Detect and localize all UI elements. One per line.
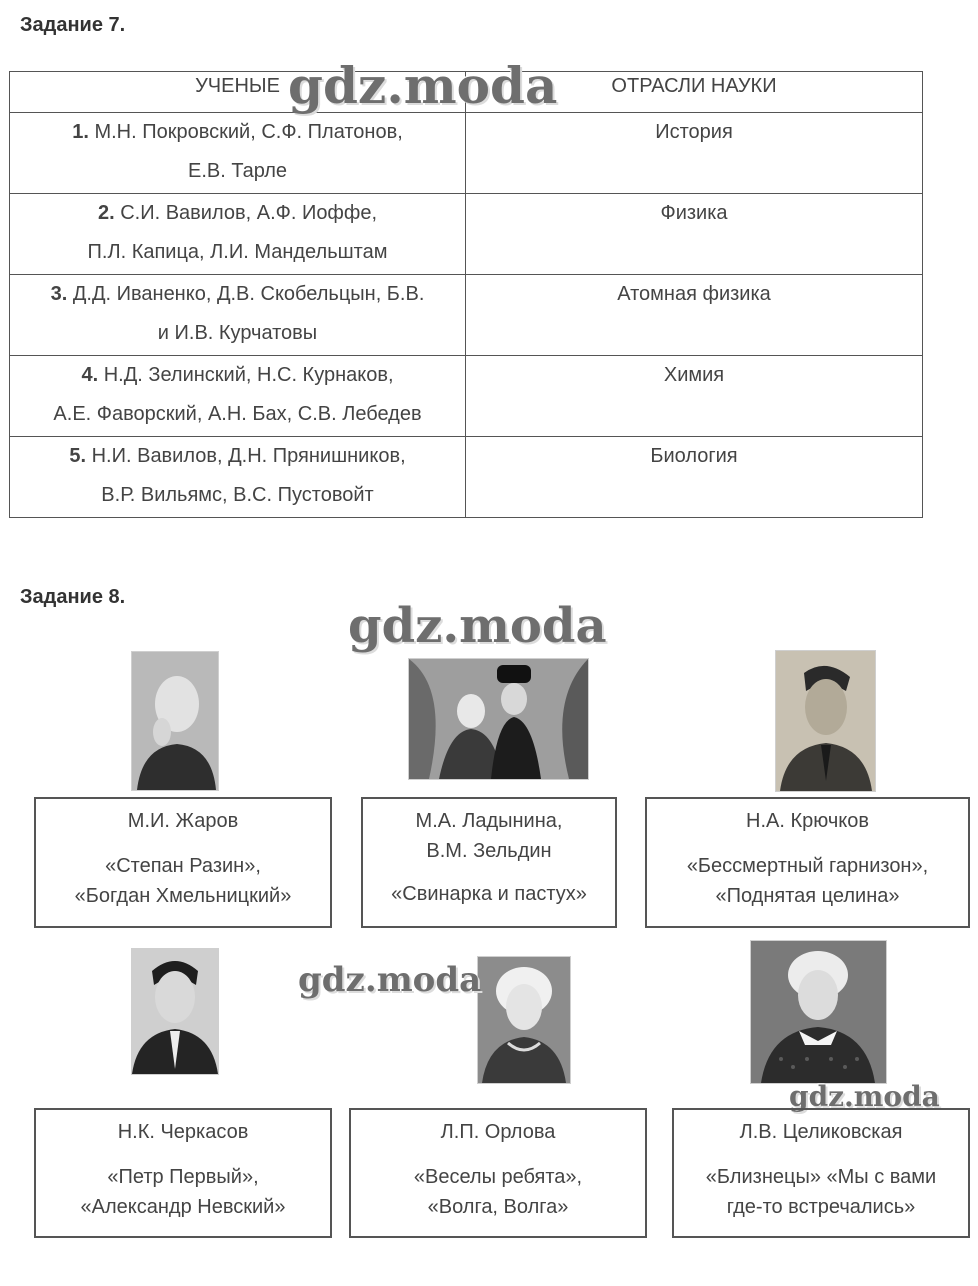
watermark: gdz.moda <box>288 56 558 115</box>
table-row <box>10 275 923 356</box>
film-list <box>36 1162 330 1222</box>
field-cell: Биология <box>466 437 923 518</box>
film-line: «Веселы ребята», <box>413 1166 583 1188</box>
film-line: где-то встречались» <box>726 1196 916 1218</box>
header-fields: ОТРАСЛИ НАУКИ <box>466 72 923 113</box>
film-line: «Близнецы» «Мы с вами <box>705 1166 937 1188</box>
film-list <box>351 1162 645 1222</box>
table-row <box>10 437 923 518</box>
portrait-photo-cherkasov <box>131 948 219 1075</box>
header-scientists: УЧЕНЫЕ <box>10 72 466 113</box>
table-row <box>10 356 923 437</box>
actor-card-tselikovskaya <box>672 1108 970 1238</box>
film-list <box>647 851 968 911</box>
portrait-icon <box>478 957 570 1083</box>
scientists-line: С.И. Вавилов, А.Ф. Иоффе, <box>120 202 378 224</box>
field-cell: Химия <box>466 356 923 437</box>
scientists-cell <box>10 194 466 275</box>
scientists-table <box>9 71 923 518</box>
field-cell: Физика <box>466 194 923 275</box>
actor-name <box>674 1118 968 1146</box>
scientists-line: П.Л. Капица, Л.И. Мандельштам <box>87 241 388 263</box>
name-line: Л.В. Целиковская <box>739 1121 903 1143</box>
actor-name <box>36 1118 330 1146</box>
scientists-line: и И.В. Курчатовы <box>157 322 318 344</box>
actor-card-zharov <box>34 797 332 928</box>
actor-name <box>363 807 615 865</box>
field-cell: История <box>466 113 923 194</box>
film-list <box>674 1162 968 1222</box>
scientists-line: В.Р. Вильямс, В.С. Пустовойт <box>101 484 374 506</box>
film-line: «Степан Разин», <box>105 855 261 877</box>
film-line: «Александр Невский» <box>80 1196 286 1218</box>
scientists-cell <box>10 356 466 437</box>
name-line: Н.К. Черкасов <box>117 1121 249 1143</box>
scientists-line: Н.Д. Зелинский, Н.С. Курнаков, <box>103 364 394 386</box>
name-line: М.А. Ладынина, <box>415 810 563 832</box>
table-row <box>10 194 923 275</box>
film-line: «Богдан Хмельницкий» <box>74 885 292 907</box>
film-line: «Свинарка и пастух» <box>391 883 587 905</box>
actor-name <box>36 807 330 835</box>
watermark: gdz.moda <box>789 1080 940 1113</box>
scientists-line: Е.В. Тарле <box>187 160 288 182</box>
portrait-icon <box>132 949 218 1074</box>
scientists-line: А.Е. Фаворский, А.Н. Бах, С.В. Лебедев <box>53 403 422 425</box>
field-cell: Атомная физика <box>466 275 923 356</box>
film-list <box>36 851 330 911</box>
watermark: gdz.moda <box>348 598 607 654</box>
actor-card-orlova <box>349 1108 647 1238</box>
film-line: «Петр Первый», <box>107 1166 259 1188</box>
watermark: gdz.moda <box>298 960 482 1000</box>
film-line: «Поднятая целина» <box>715 885 900 907</box>
scientists-line: Д.Д. Иваненко, Д.В. Скобельцын, Б.В. <box>72 283 425 305</box>
film-list <box>363 879 615 909</box>
actor-card-kryuchkov <box>645 797 970 928</box>
portrait-photo-orlova <box>477 956 571 1084</box>
portrait-photo-kryuchkov <box>775 650 876 792</box>
scientists-line: Н.И. Вавилов, Д.Н. Прянишников, <box>91 445 406 467</box>
scientists-line: М.Н. Покровский, С.Ф. Платонов, <box>94 121 403 143</box>
actor-name <box>351 1118 645 1146</box>
scientists-cell <box>10 275 466 356</box>
name-line: М.И. Жаров <box>127 810 239 832</box>
photo-ladynina-zeldin <box>408 658 589 780</box>
actor-card-cherkasov <box>34 1108 332 1238</box>
actor-card-ladynina-zeldin <box>361 797 617 928</box>
actor-name <box>647 807 968 835</box>
task-7-title: Задание 7. <box>20 14 126 36</box>
row-number: 2. <box>97 202 115 224</box>
row-number: 5. <box>69 445 87 467</box>
name-line: Н.А. Крючков <box>746 810 869 832</box>
portrait-photo-zharov <box>131 651 219 791</box>
film-line: «Волга, Волга» <box>427 1196 569 1218</box>
film-line: «Бессмертный гарнизон», <box>686 855 929 877</box>
name-line: Л.П. Орлова <box>440 1121 556 1143</box>
portrait-icon <box>776 651 875 791</box>
row-number: 3. <box>50 283 68 305</box>
name-line: В.М. Зельдин <box>426 840 552 862</box>
row-number: 1. <box>72 121 89 143</box>
portrait-icon <box>409 659 588 779</box>
portrait-photo-tselikovskaya <box>750 940 887 1084</box>
row-number: 4. <box>81 364 99 386</box>
scientists-cell <box>10 437 466 518</box>
portrait-icon <box>132 652 218 790</box>
scientists-cell <box>10 113 466 194</box>
table-row <box>10 113 923 194</box>
portrait-icon <box>751 941 886 1083</box>
task-8-title: Задание 8. <box>20 586 126 608</box>
